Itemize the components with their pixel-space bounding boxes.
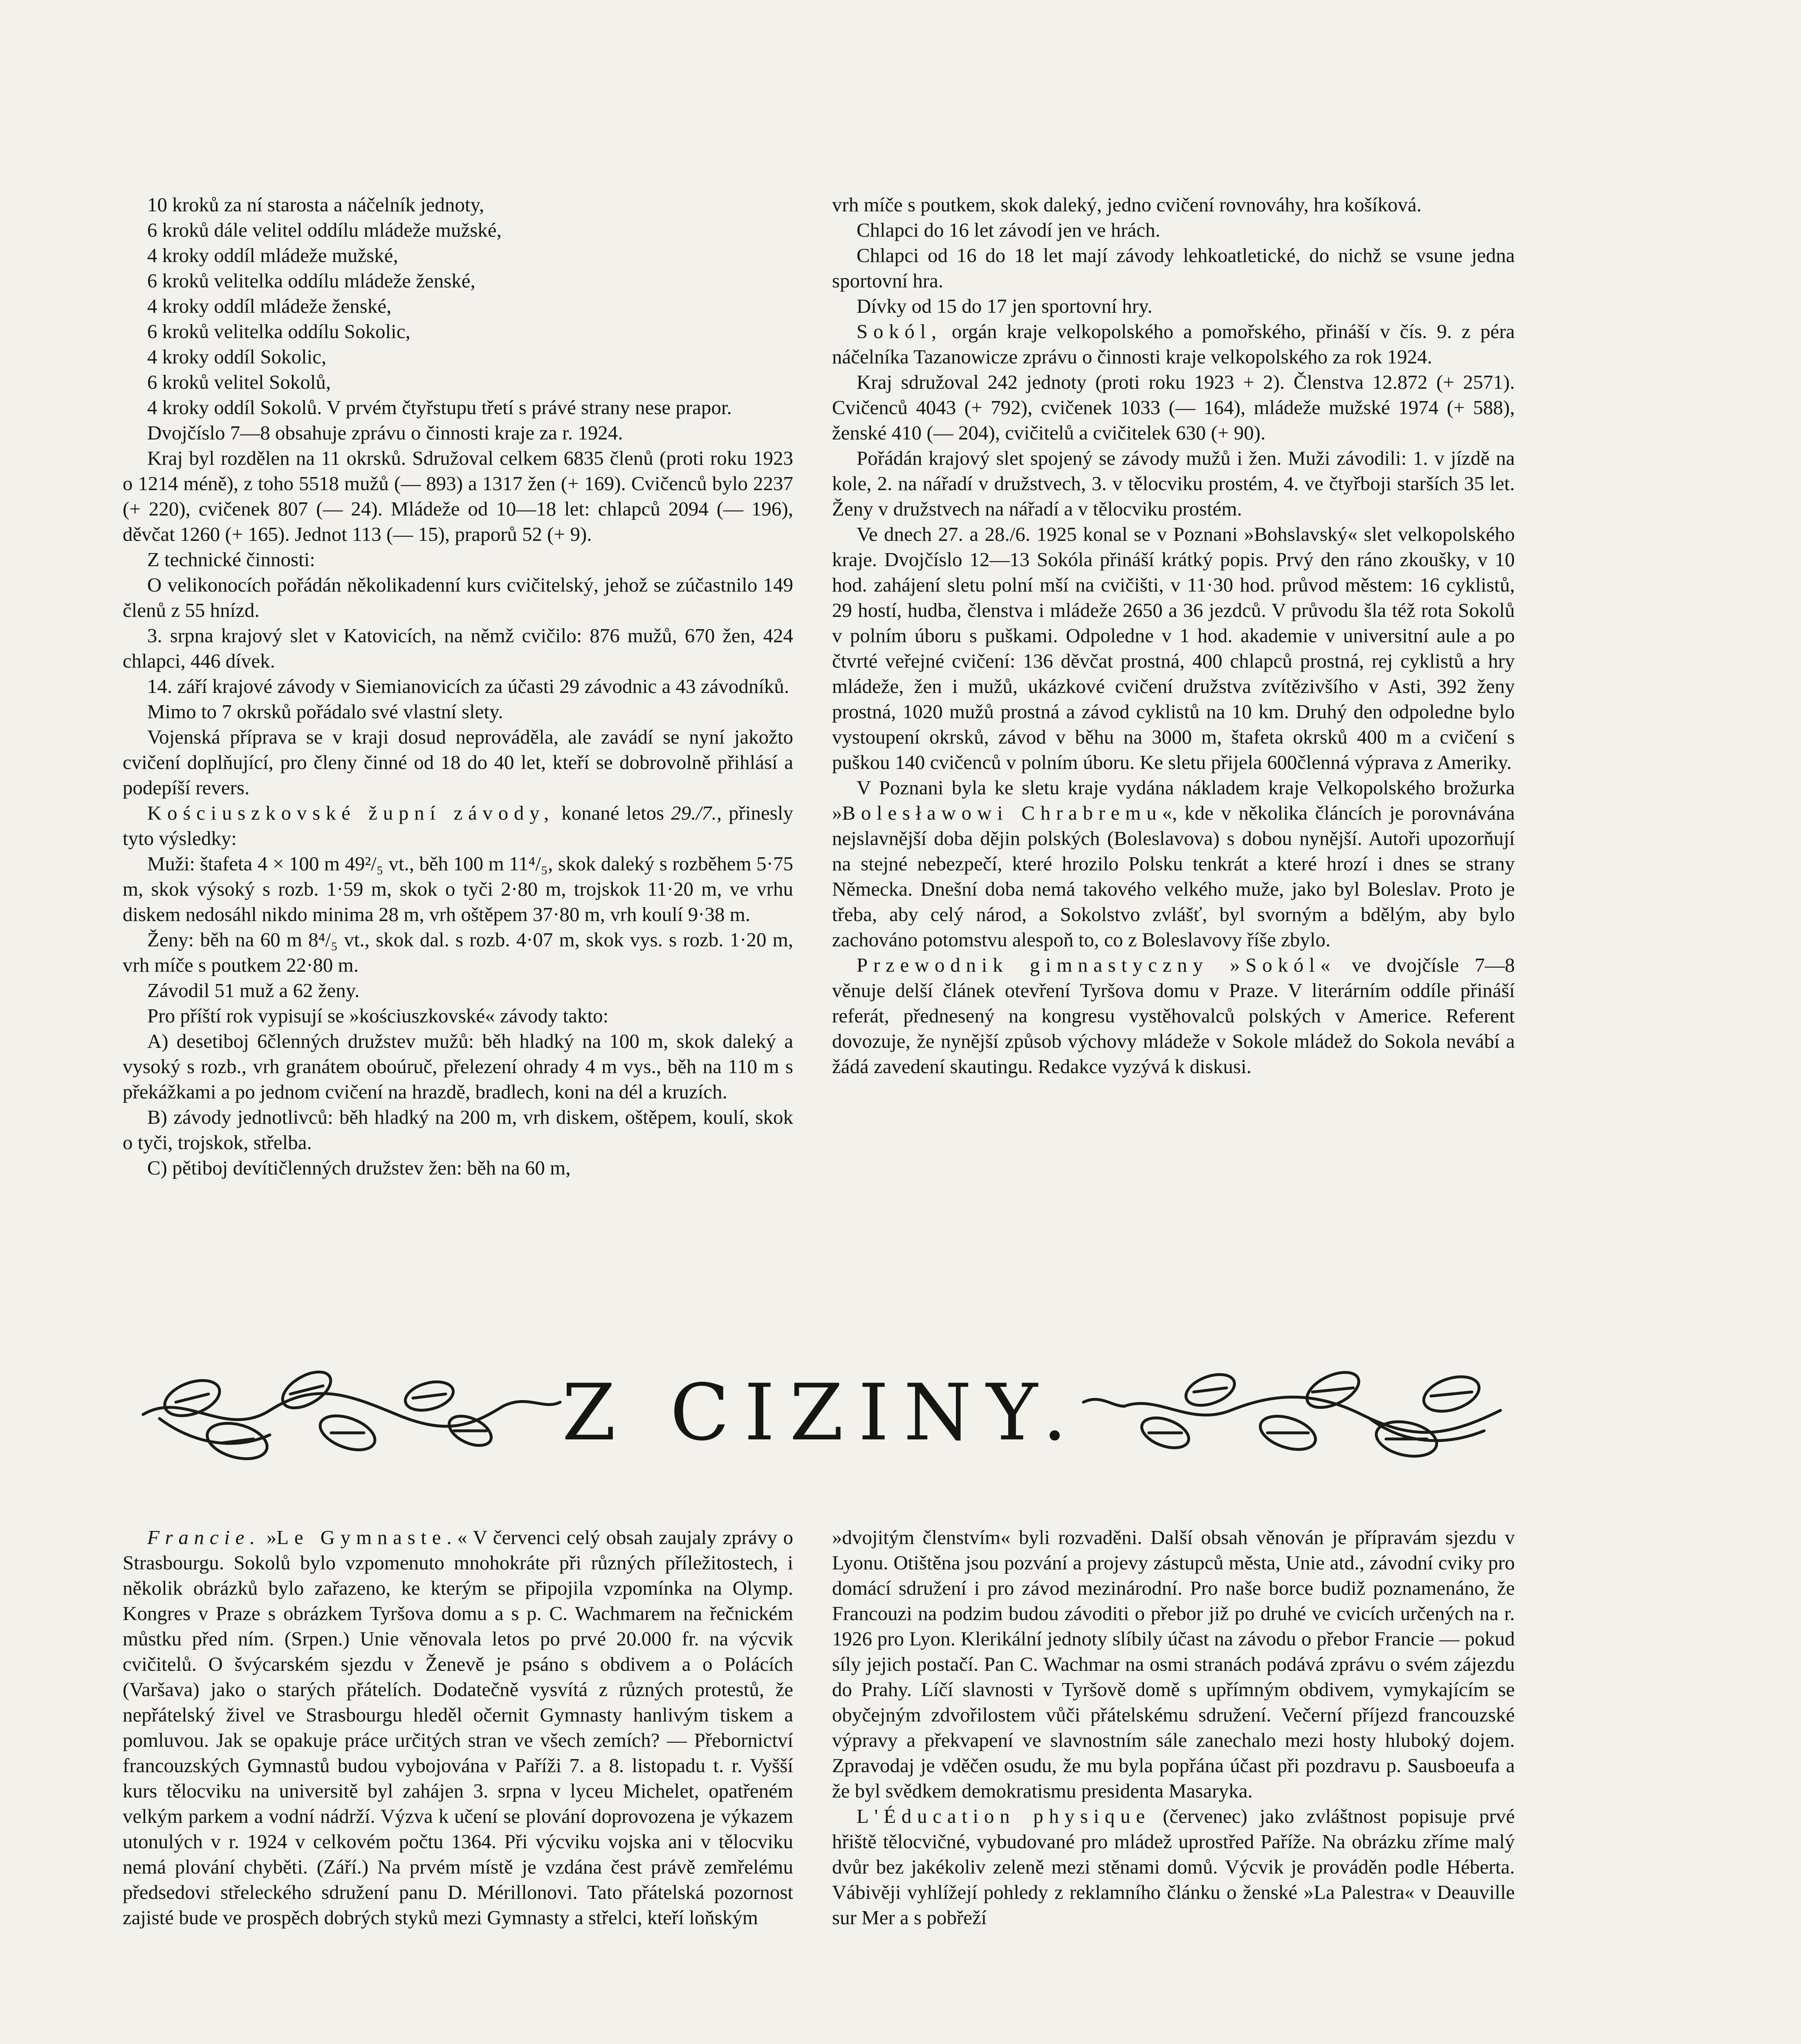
date-text: 29./7., (671, 802, 722, 824)
paragraph-text: orgán kraje velkopolského a pomořského, přináší v čís. 9. z péra náčelníka Tazanowicze zprávu o činnosti kraje velkopolského za rok 1924. (832, 320, 1515, 368)
paragraph: vrh míče s poutkem, skok daleký, jedno cvičení rovnováhy, hra košíková. (832, 193, 1422, 216)
spaced-heading: Przewodnik gimnastyczny »Sokól« (857, 954, 1336, 976)
paragraph: A) desetiboj 6členných družstev mužů: běh hladký na 100 m, skok daleký a vysoký s rozb., vrh granátem oboúruč, přelezení ohrady 4 m vys., běh na 110 m s překážkami a po jednom cvičení na hrazdě, bradlech, koni na dél a kruzích. (123, 1030, 793, 1103)
paragraph: »dvojitým členstvím« byli rozvaděni. Další obsah věnován je přípravám sjezdu v Lyonu. Otištěna jsou pozvání a projevy zástupců města, Unie atd., závodní cviky pro domácí sdružení i pro závod mezinárodní. Pro naše borce budiž poznamenáno, že Francouzi na podzim budou závoditi o přebor již po druhé ve cvicích určených na r. 1926 pro Lyon. Klerikální jednoty slíbily účast na závodu o přebor Francie — pokud síly jejich postačí. Pan C. Wachmar na osmi stranách podává zprávu o svém zájezdu do Prahy. Líčí slavnosti v Tyršově domě s upřímným obdivem, vymykajícím se obyčejným zdvořilostem vůči přátelskému sdružení. Večerní příjezd francouzské výpravy a překvapení ve slavnostním sále zanechalo mezi hosty hluboký dojem. Zpravodaj je vděčen osudu, že mu byla popřána účast při pozdravu p. Sausboeufa a že byl svědkem demokratismu presidenta Masaryka. (832, 1526, 1515, 1802)
march-order-line: 10 kroků za ní starosta a náčelník jednoty, (147, 193, 484, 216)
paragraph (123, 1525, 793, 1930)
paragraph: Vojenská příprava se v kraji dosud neprováděla, ale zavádí se nyní jakožto cvičení doplňující, pro členy činné od 18 do 40 let, kteří se dobrovolně přihlásí a podepíší revers. (123, 726, 793, 799)
paragraph-text: «, kde v několika článcích je porovnávána nejslavnější doba dějin polských (Boleslavova) s dobou nynější. Autoři upozorňují na stejné nebezpečí, které hrozilo Polsku tenkrát a které hrozí i dnes se strany Německa. Dnešní doba nemá takového velkého muže, jako byl Boleslav. Proto je třeba, aby celý národ, a Sokolstvo zvlášť, byl svorným a bdělým, aby bylo zachováno potomstvu alespoň to, co z Boleslavovy říše zbylo. (832, 802, 1515, 951)
paragraph: O velikonocích pořádán několikadenní kurs cvičitelský, jehož se zúčastnilo 149 členů z 55 hnízd. (123, 574, 793, 621)
paragraph: Mimo to 7 okrsků pořádalo své vlastní slety. (147, 700, 503, 723)
paragraph (832, 1804, 1515, 1930)
column-left-top (123, 192, 793, 1181)
country-heading: Francie. (147, 1526, 261, 1549)
column-left-bottom (123, 1525, 793, 1930)
spaced-heading: Kościuszkovské župní závody, (147, 802, 555, 824)
paragraph (832, 775, 1515, 953)
paragraph: 14. září krajové závody v Siemianovicích za účasti 29 závodnic a 43 závodníků. (147, 675, 789, 697)
spaced-heading: Sokól, (857, 320, 942, 343)
paragraph: Muži: štafeta 4 × 100 m 49²/₅ vt., běh 100 m 11⁴/₅, skok daleký s rozběhem 5·75 m, skok výsoký s rozb. 1·59 m, skok o tyči 2·80 m, trojskok 11·20 m, ve vrhu diskem nedosáhl nikdo minima 28 m, vrh oštěpem 37·80 m, vrh koulí 9·38 m. (123, 852, 793, 926)
march-order-line: 4 kroky oddíl Sokolů. V prvém čtyřstupu třetí s právé strany nese prapor. (147, 396, 732, 419)
paragraph-text: ve dvojčísle 7—8 věnuje delší článek otevření Tyršova domu v Praze. V literárním oddíle přináší referát, přednesený na kongresu vystěhovalců polských v Americe. Referent dovozuje, že nynější způsob výchovy mládeže v Sokole mládež do Sokola nevábí a žádá zavedení skautingu. Redakce vyzývá k diskusi. (832, 954, 1515, 1078)
paragraph: Z technické činnosti: (147, 548, 315, 571)
paragraph: Dvojčíslo 7—8 obsahuje zprávu o činnosti kraje za r. 1924. (147, 421, 623, 444)
section-banner (135, 1345, 1509, 1480)
paragraph: Chlapci od 16 do 18 let mají závody lehkoatletické, do nichž se vsune jedna sportovní hra. (832, 244, 1515, 292)
section-title: Z CIZINY. (562, 1367, 1082, 1458)
column-right-top (832, 192, 1515, 1079)
march-order-line: 4 kroky oddíl mládeže ženské, (147, 295, 392, 317)
paragraph: Chlapci do 16 let závodí jen ve hrách. (857, 219, 1160, 241)
paragraph (832, 953, 1515, 1079)
paragraph: Ve dnech 27. a 28./6. 1925 konal se v Poznani »Bohslavský« slet velkopolského kraje. Dvojčíslo 12—13 Sokóla přináší krátký popis. Prvý den ráno zkoušky, v 10 hod. zahájení sletu polní mší na cvičišti, v 11·30 hod. průvod městem: 16 cyklistů, 29 hostí, hudba, členstva i mládeže 2650 a 36 jezdců. V průvodu šla též rota Sokolů v polním úboru s puškami. Odpoledne v 1 hod. akademie v universitní aule a po čtvrté veřejné cvičení: 136 děvčat prostná, 400 chlapců prostná, rej cyklistů a hry mládeže, žen i mužů, ukázkové cvičení družstva zvítězivšího v Asti, 392 ženy prostná, 1020 mužů prostná a závod cyklistů na 10 km. Druhý den odpoledne bylo vystoupení okrsků, závod v běhu na 3000 m, štafeta okrsků 400 m a cvičení s puškou 140 cvičenců v polním úboru. Ke sletu přijela 600členná výprava z Ameriky. (832, 523, 1515, 773)
spaced-title: Bolesławowi Chrabremu (842, 802, 1162, 824)
column-right-bottom (832, 1525, 1515, 1930)
paragraph-text: přinesly tyto výsledky: (123, 802, 793, 849)
paragraph: Dívky od 15 do 17 jen sportovní hry. (857, 295, 1153, 317)
march-order-line: 6 kroků velitelka oddílu mládeže ženské, (147, 269, 475, 292)
paragraph-text: » (260, 1526, 277, 1549)
paragraph-text: konané letos (554, 802, 671, 824)
paragraph-text: V Poznani byla ke sletu kraje vydána nákladem kraje Velkopolského brožurka » (832, 776, 1515, 824)
paragraph (123, 800, 793, 851)
march-order-line: 4 kroky oddíl mládeže mužské, (147, 244, 398, 267)
paragraph: Ženy: běh na 60 m 8⁴/₅ vt., skok dal. s rozb. 4·07 m, skok vys. s rozb. 1·20 m, vrh míče s poutkem 22·80 m. (123, 928, 793, 976)
march-order-line: 6 kroků dále velitel oddílu mládeže mužské, (147, 219, 502, 241)
march-order-line: 6 kroků velitelka oddílu Sokolic, (147, 320, 410, 343)
paragraph: C) pětiboj devítičlenných družstev žen: běh na 60 m, (147, 1156, 571, 1179)
paragraph: B) závody jednotlivců: běh hladký na 200 m, vrh diskem, oštěpem, koulí, skok o tyči, trojskok, střelba. (123, 1106, 793, 1154)
paragraph: Kraj byl rozdělen na 11 okrsků. Sdružoval celkem 6835 členů (proti roku 1923 o 1214 méně), z toho 5518 mužů (— 893) a 1317 žen (+ 169). Cvičenců bylo 2237 (+ 220), cvičenek 807 (— 24). Mládeže od 10—18 let: chlapců 2094 (— 196), děvčat 1260 (+ 165). Jednot 113 (— 15), praporů 52 (+ 9). (123, 447, 793, 545)
paragraph: Pro příští rok vypisují se »kościuszkovské« závody takto: (147, 1004, 609, 1027)
paragraph-text: « V červenci celý obsah zaujaly zprávy o Strasbourgu. Sokolů bylo vzpomenuto mnohokráte při různých příležitostech, i několik obrázků bylo zařazeno, ke kterým se připojila vzpomínka na Olymp. Kongres v Praze s obrázkem Tyršova domu a s p. C. Wachmarem na řečnickém můstku před ním. (Srpen.) Unie věnovala letos po prvé 20.000 fr. na výcvik cvičitelů. O švýcarském sjezdu v Ženevě je psáno s obdivem a o Polácích (Varšava) jako o starých přátelích. Dodatečně vysvítá z různých protestů, že nepřátelský živel ve Strasbourgu hleděl očernit Gymnasty hanlivým tiskem a pomluvou. Jak se opakuje práce určitých stran ve všech zemích? — Přebornictví francouzských Gymnastů budou vybojována v Paříži 7. a 8. listopadu t. r. Vyšší kurs tělocviku na universitě byl zahájen 3. srpna v lyceu Michelet, opatřeném velkým parkem a vodní nádrží. Výzva k učení se plování doprovozena je výkazem utonulých v r. 1924 v celkovém počtu 1364. Při výcviku vojska ani v tělocviku nemá plování chyběti. (Září.) Na prvém místě je vzdána čest právě zemřelému předsedovi střeleckého sdružení panu D. Mérillonovi. Tato přátelská pozornost zajisté bude ve prospěch dobrých styků mezi Gymnasty a střelci, kteří loňským (123, 1526, 794, 1929)
magazine-title: L'Éducation physique (857, 1805, 1151, 1827)
march-order-line: 4 kroky oddíl Sokolic, (147, 345, 327, 368)
paragraph-text: (červenec) jako zvláštnost popisuje prvé hřiště tělocvičné, vybudované pro mládež uprostřed Paříže. Na obrázku zříme malý dvůr bez jakékoliv zeleně mezi stěnami domů. Výcvik je prováděn podle Héberta. Vábivěji vyhlížejí pohledy z reklamního článku o ženské »La Palestra« v Deauville sur Mer a s pobřeží (832, 1805, 1515, 1929)
march-order-line: 6 kroků velitel Sokolů, (147, 371, 331, 393)
paragraph: Pořádán krajový slet spojený se závody mužů i žen. Muži závodili: 1. v jízdě na kole, 2. na nářadí v družstvech, 3. v tělocviku prostém, 4. ve čtyřboji starších 35 let. Ženy v družstvech na nářadí a v tělocviku prostém. (832, 447, 1515, 520)
paragraph: Kraj sdružoval 242 jednoty (proti roku 1923 + 2). Členstva 12.872 (+ 2571). Cvičenců 4043 (+ 792), cvičenek 1033 (— 164), mládeže mužské 1974 (+ 588), ženské 410 (— 204), cvičitelů a cvičitelek 630 (+ 90). (832, 371, 1515, 444)
march-order-list (123, 192, 793, 420)
paragraph (832, 319, 1515, 370)
magazine-title: Le Gymnaste. (276, 1526, 458, 1549)
paragraph: Závodil 51 muž a 62 ženy. (147, 979, 360, 1002)
paragraph: 3. srpna krajový slet v Katovicích, na němž cvičilo: 876 mužů, 670 žen, 424 chlapci, 446 dívek. (123, 624, 793, 672)
